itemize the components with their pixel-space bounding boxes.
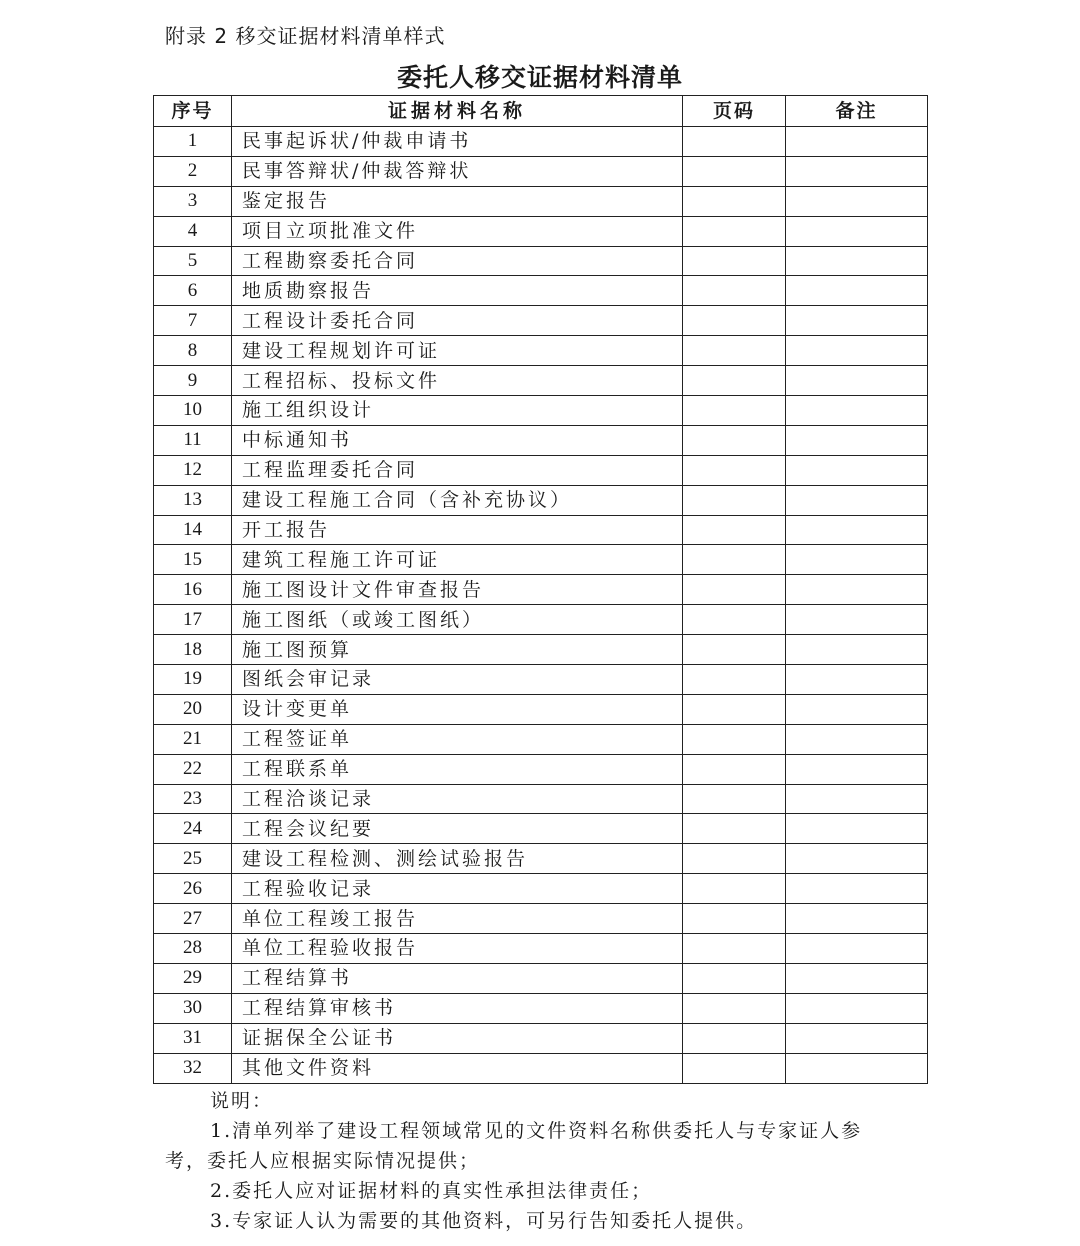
table-row xyxy=(154,246,928,276)
row-number-cell: 14 xyxy=(154,515,232,545)
material-name-cell: 施工图设计文件审查报告 xyxy=(232,575,683,605)
row-number-cell: 10 xyxy=(154,396,232,426)
remark-cell[interactable] xyxy=(786,396,928,426)
row-number-cell: 21 xyxy=(154,724,232,754)
remark-cell[interactable] xyxy=(786,874,928,904)
remark-cell[interactable] xyxy=(786,724,928,754)
page-number-cell[interactable] xyxy=(683,485,786,515)
table-row xyxy=(154,694,928,724)
remark-cell[interactable] xyxy=(786,485,928,515)
row-number-cell: 25 xyxy=(154,844,232,874)
page-number-cell[interactable] xyxy=(683,754,786,784)
table-row xyxy=(154,605,928,635)
remark-cell[interactable] xyxy=(786,366,928,396)
page-number-cell[interactable] xyxy=(683,844,786,874)
page-number-cell[interactable] xyxy=(683,694,786,724)
row-number-cell: 30 xyxy=(154,993,232,1023)
row-number-cell: 32 xyxy=(154,1053,232,1083)
material-name-cell: 工程结算书 xyxy=(232,963,683,993)
remark-cell[interactable] xyxy=(786,276,928,306)
remark-cell[interactable] xyxy=(786,754,928,784)
row-number-cell: 17 xyxy=(154,605,232,635)
row-number-cell: 16 xyxy=(154,575,232,605)
page-number-cell[interactable] xyxy=(683,874,786,904)
page-number-cell[interactable] xyxy=(683,575,786,605)
row-number-cell: 26 xyxy=(154,874,232,904)
row-number-cell: 12 xyxy=(154,455,232,485)
row-number-cell: 28 xyxy=(154,934,232,964)
remark-cell[interactable] xyxy=(786,1053,928,1083)
page-number-cell[interactable] xyxy=(683,396,786,426)
table-row xyxy=(154,216,928,246)
page-number-cell[interactable] xyxy=(683,336,786,366)
table-row xyxy=(154,336,928,366)
material-name-cell: 工程设计委托合同 xyxy=(232,306,683,336)
table-row xyxy=(154,844,928,874)
header-remark: 备注 xyxy=(786,96,928,127)
material-name-cell: 施工组织设计 xyxy=(232,396,683,426)
table-row xyxy=(154,515,928,545)
material-name-cell: 项目立项批准文件 xyxy=(232,216,683,246)
row-number-cell: 24 xyxy=(154,814,232,844)
table-row xyxy=(154,904,928,934)
page-number-cell[interactable] xyxy=(683,366,786,396)
page-number-cell[interactable] xyxy=(683,216,786,246)
material-name-cell: 工程会议纪要 xyxy=(232,814,683,844)
remark-cell[interactable] xyxy=(786,156,928,186)
table-row xyxy=(154,366,928,396)
page-number-cell[interactable] xyxy=(683,455,786,485)
table-row xyxy=(154,156,928,186)
page-number-cell[interactable] xyxy=(683,993,786,1023)
page-number-cell[interactable] xyxy=(683,814,786,844)
table-row xyxy=(154,934,928,964)
row-number-cell: 18 xyxy=(154,635,232,665)
page-number-cell[interactable] xyxy=(683,246,786,276)
table-row xyxy=(154,425,928,455)
remark-cell[interactable] xyxy=(786,216,928,246)
row-number-cell: 9 xyxy=(154,366,232,396)
row-number-cell: 31 xyxy=(154,1023,232,1053)
table-row xyxy=(154,1053,928,1083)
material-name-cell: 单位工程竣工报告 xyxy=(232,904,683,934)
remark-cell[interactable] xyxy=(786,814,928,844)
notes-section xyxy=(165,1086,925,1236)
row-number-cell: 20 xyxy=(154,694,232,724)
remark-cell[interactable] xyxy=(786,306,928,336)
table-row xyxy=(154,396,928,426)
material-name-cell: 民事起诉状/仲裁申请书 xyxy=(232,127,683,157)
page-number-cell[interactable] xyxy=(683,545,786,575)
material-name-cell: 施工图预算 xyxy=(232,635,683,665)
page-number-cell[interactable] xyxy=(683,186,786,216)
page-number-cell[interactable] xyxy=(683,605,786,635)
material-name-cell: 图纸会审记录 xyxy=(232,665,683,695)
material-name-cell: 地质勘察报告 xyxy=(232,276,683,306)
header-number: 序号 xyxy=(154,96,232,127)
table-row xyxy=(154,874,928,904)
notes-heading: 说明： xyxy=(210,1090,274,1112)
evidence-materials-table xyxy=(153,95,928,1084)
remark-cell[interactable] xyxy=(786,575,928,605)
row-number-cell: 2 xyxy=(154,156,232,186)
row-number-cell: 4 xyxy=(154,216,232,246)
page-number-cell[interactable] xyxy=(683,904,786,934)
page-number-cell[interactable] xyxy=(683,1053,786,1083)
note-1-line-2: 考，委托人应根据实际情况提供； xyxy=(165,1150,481,1172)
remark-cell[interactable] xyxy=(786,934,928,964)
document-title: 委托人移交证据材料清单 xyxy=(396,63,683,92)
material-name-cell: 建设工程规划许可证 xyxy=(232,336,683,366)
material-name-cell: 施工图纸（或竣工图纸） xyxy=(232,605,683,635)
table-row xyxy=(154,665,928,695)
page-number-cell[interactable] xyxy=(683,665,786,695)
table-body xyxy=(154,127,928,1084)
table-row xyxy=(154,455,928,485)
table-row xyxy=(154,485,928,515)
row-number-cell: 13 xyxy=(154,485,232,515)
page-number-cell[interactable] xyxy=(683,306,786,336)
page-number-cell[interactable] xyxy=(683,276,786,306)
row-number-cell: 23 xyxy=(154,784,232,814)
table-header-row xyxy=(154,96,928,127)
row-number-cell: 29 xyxy=(154,963,232,993)
row-number-cell: 1 xyxy=(154,127,232,157)
appendix-title: 附录 2 移交证据材料清单样式 xyxy=(165,24,446,48)
remark-cell[interactable] xyxy=(786,635,928,665)
table-row xyxy=(154,186,928,216)
table-row xyxy=(154,724,928,754)
page-number-cell[interactable] xyxy=(683,156,786,186)
material-name-cell: 工程验收记录 xyxy=(232,874,683,904)
page-number-cell[interactable] xyxy=(683,963,786,993)
material-name-cell: 开工报告 xyxy=(232,515,683,545)
remark-cell[interactable] xyxy=(786,694,928,724)
row-number-cell: 27 xyxy=(154,904,232,934)
row-number-cell: 3 xyxy=(154,186,232,216)
page-number-cell[interactable] xyxy=(683,934,786,964)
table-row xyxy=(154,784,928,814)
material-name-cell: 证据保全公证书 xyxy=(232,1023,683,1053)
page-number-cell[interactable] xyxy=(683,425,786,455)
remark-cell[interactable] xyxy=(786,246,928,276)
remark-cell[interactable] xyxy=(786,784,928,814)
material-name-cell: 其他文件资料 xyxy=(232,1053,683,1083)
page-number-cell[interactable] xyxy=(683,784,786,814)
material-name-cell: 工程签证单 xyxy=(232,724,683,754)
table-row xyxy=(154,963,928,993)
table-row xyxy=(154,814,928,844)
remark-cell[interactable] xyxy=(786,963,928,993)
page-number-cell[interactable] xyxy=(683,515,786,545)
remark-cell[interactable] xyxy=(786,605,928,635)
material-name-cell: 鉴定报告 xyxy=(232,186,683,216)
table-row xyxy=(154,1023,928,1053)
remark-cell[interactable] xyxy=(786,844,928,874)
row-number-cell: 11 xyxy=(154,425,232,455)
row-number-cell: 8 xyxy=(154,336,232,366)
remark-cell[interactable] xyxy=(786,545,928,575)
header-name: 证据材料名称 xyxy=(232,96,683,127)
table-row xyxy=(154,993,928,1023)
table-row xyxy=(154,127,928,157)
header-page: 页码 xyxy=(683,96,786,127)
page-number-cell[interactable] xyxy=(683,127,786,157)
material-name-cell: 工程勘察委托合同 xyxy=(232,246,683,276)
material-name-cell: 工程洽谈记录 xyxy=(232,784,683,814)
table-row xyxy=(154,545,928,575)
material-name-cell: 工程监理委托合同 xyxy=(232,455,683,485)
remark-cell[interactable] xyxy=(786,993,928,1023)
material-name-cell: 中标通知书 xyxy=(232,425,683,455)
row-number-cell: 19 xyxy=(154,665,232,695)
remark-cell[interactable] xyxy=(786,127,928,157)
material-name-cell: 建设工程施工合同（含补充协议） xyxy=(232,485,683,515)
remark-cell[interactable] xyxy=(786,336,928,366)
page-number-cell[interactable] xyxy=(683,724,786,754)
remark-cell[interactable] xyxy=(786,186,928,216)
material-name-cell: 工程结算审核书 xyxy=(232,993,683,1023)
row-number-cell: 15 xyxy=(154,545,232,575)
material-name-cell: 建设工程检测、测绘试验报告 xyxy=(232,844,683,874)
table-row xyxy=(154,575,928,605)
material-name-cell: 工程联系单 xyxy=(232,754,683,784)
table-row xyxy=(154,754,928,784)
material-name-cell: 单位工程验收报告 xyxy=(232,934,683,964)
note-2: 2.委托人应对证据材料的真实性承担法律责任； xyxy=(210,1180,653,1202)
table-row xyxy=(154,276,928,306)
row-number-cell: 5 xyxy=(154,246,232,276)
remark-cell[interactable] xyxy=(786,904,928,934)
note-3: 3.专家证人认为需要的其他资料，可另行告知委托人提供。 xyxy=(210,1210,758,1232)
material-name-cell: 民事答辩状/仲裁答辩状 xyxy=(232,156,683,186)
material-name-cell: 设计变更单 xyxy=(232,694,683,724)
material-name-cell: 工程招标、投标文件 xyxy=(232,366,683,396)
row-number-cell: 6 xyxy=(154,276,232,306)
page-number-cell[interactable] xyxy=(683,635,786,665)
remark-cell[interactable] xyxy=(786,455,928,485)
remark-cell[interactable] xyxy=(786,515,928,545)
row-number-cell: 7 xyxy=(154,306,232,336)
table-row xyxy=(154,635,928,665)
table-row xyxy=(154,306,928,336)
page-number-cell[interactable] xyxy=(683,1023,786,1053)
remark-cell[interactable] xyxy=(786,1023,928,1053)
remark-cell[interactable] xyxy=(786,425,928,455)
remark-cell[interactable] xyxy=(786,665,928,695)
row-number-cell: 22 xyxy=(154,754,232,784)
note-1-line-1: 1.清单列举了建设工程领域常见的文件资料名称供委托人与专家证人参 xyxy=(210,1120,863,1142)
material-name-cell: 建筑工程施工许可证 xyxy=(232,545,683,575)
